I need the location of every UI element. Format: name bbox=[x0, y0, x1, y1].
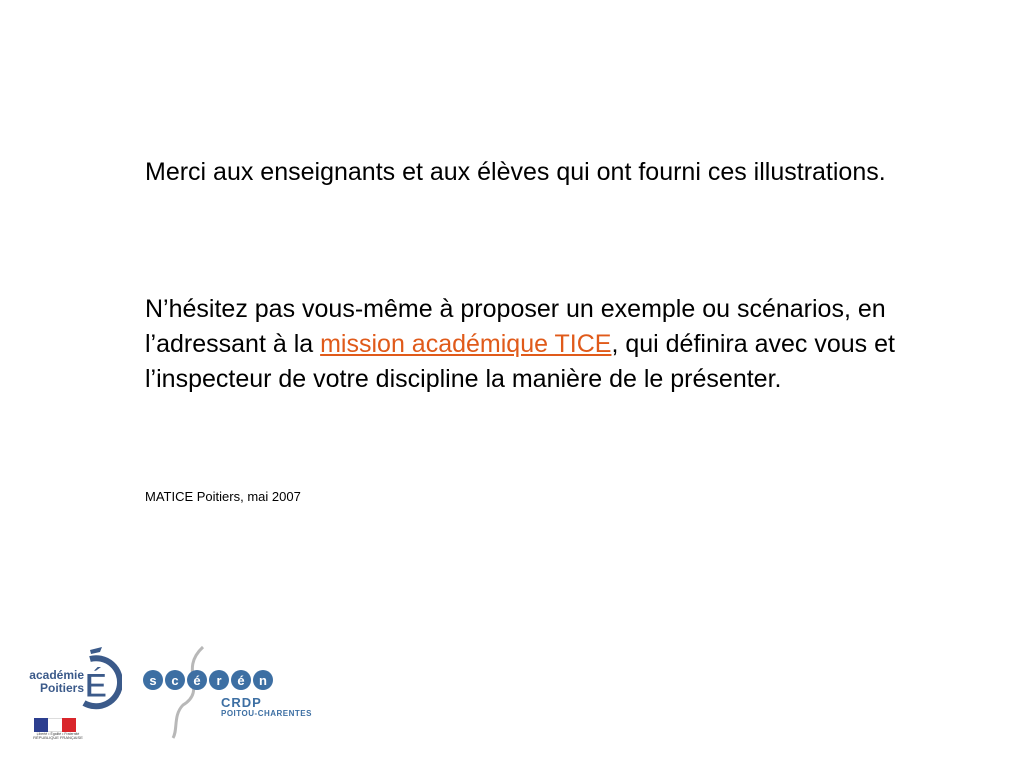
invitation-text-before: N’hésitez pas vous-même à proposer un exemple ou scénarios, en l’adressant à la bbox=[145, 295, 886, 358]
sceren-letters bbox=[143, 670, 273, 690]
sceren-letter-4: é bbox=[231, 670, 251, 690]
sceren-arc-icon bbox=[168, 645, 208, 740]
french-flag-icon bbox=[34, 718, 76, 732]
svg-text:É: É bbox=[84, 667, 108, 705]
invitation-paragraph bbox=[145, 292, 945, 397]
credit-line: MATICE Poitiers, mai 2007 bbox=[145, 489, 301, 504]
sceren-letter-0: s bbox=[143, 670, 163, 690]
poitou-charentes-label: POITOU-CHARENTES bbox=[221, 709, 312, 718]
sceren-crdp-logo bbox=[143, 645, 313, 740]
flag-motto: Liberté • Égalité • Fraternité bbox=[36, 732, 80, 736]
academie-poitiers-logo bbox=[22, 645, 122, 750]
thanks-paragraph: Merci aux enseignants et aux élèves qui ont fourni ces illustrations. bbox=[145, 158, 886, 186]
crdp-label: CRDP bbox=[221, 695, 262, 710]
academie-logo-text: académie Poitiers bbox=[29, 668, 84, 695]
sceren-letter-5: n bbox=[253, 670, 273, 690]
sceren-letter-3: r bbox=[209, 670, 229, 690]
academie-e-emblem-icon bbox=[70, 645, 122, 715]
mission-tice-link[interactable]: mission académique TICE bbox=[320, 330, 612, 358]
sceren-letter-1: c bbox=[165, 670, 185, 690]
sceren-letter-2: é bbox=[187, 670, 207, 690]
invitation-text-after: , qui définira avec vous et l’inspecteur de votre discipline la manière de le présenter. bbox=[145, 330, 895, 393]
flag-caption: RÉPUBLIQUE FRANÇAISE bbox=[33, 735, 83, 740]
